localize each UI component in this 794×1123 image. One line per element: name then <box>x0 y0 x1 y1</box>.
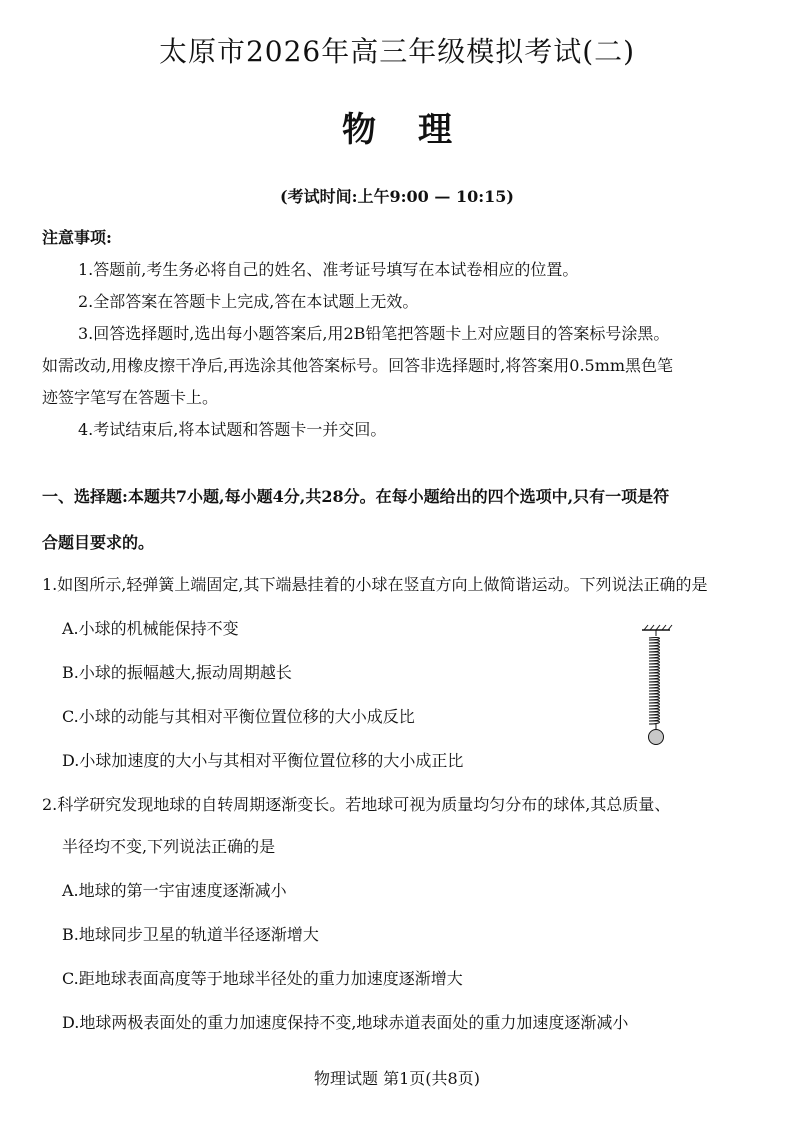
exam-time: (考试时间:上午9:00 — 10:15) <box>280 187 514 206</box>
question-2-option-b: B.地球同步卫星的轨道半径逐渐增大 <box>62 925 319 944</box>
notice-item: 3.回答选择题时,选出每小题答案后,用2B铅笔把答题卡上对应题目的答案标号涂黑。 <box>78 324 670 343</box>
ball-icon <box>649 730 664 745</box>
notice-item: 4.考试结束后,将本试题和答题卡一并交回。 <box>78 420 387 439</box>
question-2-stem-continued: 半径均不变,下列说法正确的是 <box>62 837 276 856</box>
section-heading: 一、选择题:本题共7小题,每小题4分,共28分。在每小题给出的四个选项中,只有一项是符 <box>42 487 670 506</box>
notice-item: 2.全部答案在答题卡上完成,答在本试题上无效。 <box>78 292 419 311</box>
exam-title: 太原市2026年高三年级模拟考试(二) <box>158 35 636 68</box>
notice-item-continued: 如需改动,用橡皮擦干净后,再选涂其他答案标号。回答非选择题时,将答案用0.5mm黑色笔 <box>42 356 674 375</box>
ceiling-support-icon <box>642 625 672 630</box>
question-1-option-a: A.小球的机械能保持不变 <box>62 619 239 638</box>
page-footer: 物理试题 第1页(共8页) <box>314 1069 480 1088</box>
question-2-option-a: A.地球的第一宇宙速度逐渐减小 <box>62 881 287 900</box>
subject-title: 物理 <box>342 110 494 150</box>
spring-icon <box>649 630 660 730</box>
notice-item: 1.答题前,考生务必将自己的姓名、准考证号填写在本试卷相应的位置。 <box>78 260 579 279</box>
question-1-option-c: C.小球的动能与其相对平衡位置位移的大小成反比 <box>62 707 415 726</box>
question-1-option-d: D.小球加速度的大小与其相对平衡位置位移的大小成正比 <box>62 751 464 770</box>
section-heading-continued: 合题目要求的。 <box>42 533 155 552</box>
spring-ball-figure <box>636 624 676 750</box>
question-1-option-b: B.小球的振幅越大,振动周期越长 <box>62 663 292 682</box>
question-1-stem: 1.如图所示,轻弹簧上端固定,其下端悬挂着的小球在竖直方向上做简谐运动。下列说法正确的是 <box>42 575 708 594</box>
question-2-stem: 2.科学研究发现地球的自转周期逐渐变长。若地球可视为质量均匀分布的球体,其总质量、 <box>42 795 671 814</box>
question-2-option-d: D.地球两极表面处的重力加速度保持不变,地球赤道表面处的重力加速度逐渐减小 <box>62 1013 629 1032</box>
notice-item-continued: 迹签字笔写在答题卡上。 <box>42 388 219 407</box>
question-2-option-c: C.距地球表面高度等于地球半径处的重力加速度逐渐增大 <box>62 969 463 988</box>
notice-heading: 注意事项: <box>42 228 112 247</box>
